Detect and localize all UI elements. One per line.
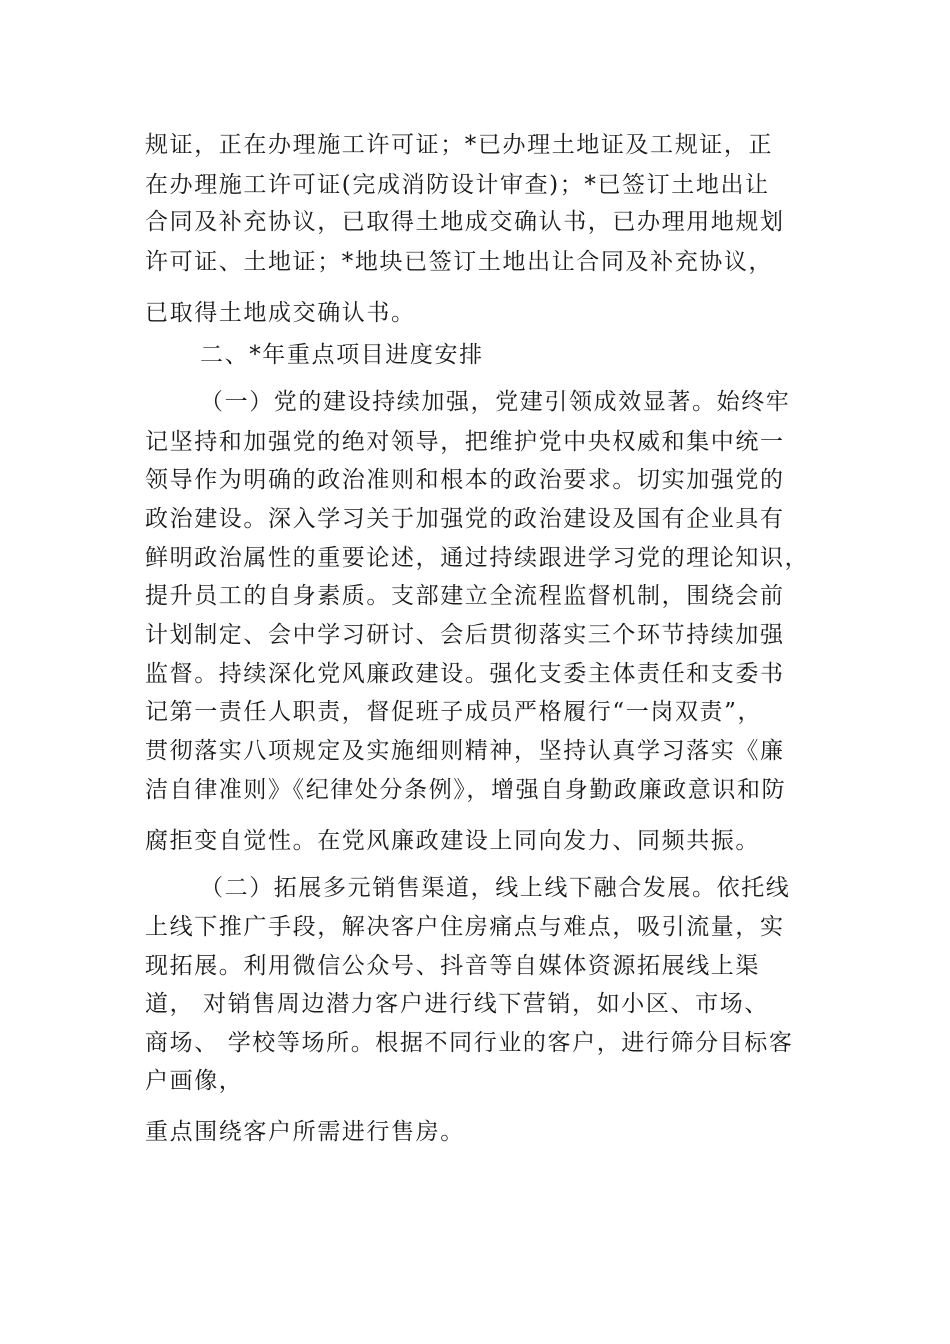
text-line: 上线下推广手段，解决客户住房痛点与难点，吸引流量，实 bbox=[145, 914, 785, 940]
text-line: 领导作为明确的政治准则和根本的政治要求。切实加强党的 bbox=[145, 467, 785, 493]
text-line: 商场、 学校等场所。根据不同行业的客户，进行筛分目标客 bbox=[145, 1030, 794, 1056]
text-line: 现拓展。利用微信公众号、抖音等自媒体资源拓展线上渠 bbox=[145, 953, 760, 979]
paragraph-first-line: （二）拓展多元销售渠道，线上线下融合发展。依托线 bbox=[200, 875, 791, 901]
text-line: 腐拒变自觉性。在党风廉政建设上同向发力、同频共振。 bbox=[145, 828, 760, 854]
text-line: 提升员工的自身素质。支部建立全流程监督机制，围绕会前 bbox=[145, 583, 785, 609]
text-line: 鲜明政治属性的重要论述，通过持续跟进学习党的理论知识， bbox=[145, 545, 810, 571]
text-line: 记第一责任人职责，督促班子成员严格履行“一岗双责”， bbox=[145, 699, 763, 725]
text-line: 记坚持和加强党的绝对领导，把维护党中央权威和集中统一 bbox=[145, 429, 785, 455]
text-line: 道， 对销售周边潜力客户进行线下营销，如小区、市场、 bbox=[145, 991, 769, 1017]
text-line: 合同及补充协议，已取得土地成交确认书，已办理用地规划 bbox=[145, 209, 785, 235]
text-line: 监督。持续深化党风廉政建设。强化支委主体责任和支委书 bbox=[145, 661, 785, 687]
paragraph-first-line: （一）党的建设持续加强，党建引领成效显著。始终牢 bbox=[200, 389, 791, 415]
text-line: 户画像， bbox=[145, 1068, 244, 1094]
text-line: 洁自律准则》《纪律处分条例》，增强自身勤政廉政意识和防 bbox=[145, 777, 787, 803]
text-line: 已取得土地成交确认书。 bbox=[145, 300, 416, 326]
text-line: 贯彻落实八项规定及实施细则精神，坚持认真学习落实《廉 bbox=[145, 738, 785, 764]
text-line: 规证，正在办理施工许可证；*已办理土地证及工规证，正 bbox=[145, 132, 774, 158]
text-line: 重点围绕客户所需进行售房。 bbox=[145, 1119, 465, 1145]
text-line: 计划制定、会中学习研讨、会后贯彻落实三个环节持续加强 bbox=[145, 622, 785, 648]
text-line: 政治建设。深入学习关于加强党的政治建设及国有企业具有 bbox=[145, 506, 785, 532]
text-line: 在办理施工许可证(完成消防设计审查)；*已签订土地出让 bbox=[145, 172, 770, 198]
text-line: 许可证、土地证；*地块已签订土地出让合同及补充协议， bbox=[145, 249, 774, 275]
section-heading: 二、*年重点项目进度安排 bbox=[200, 342, 484, 368]
